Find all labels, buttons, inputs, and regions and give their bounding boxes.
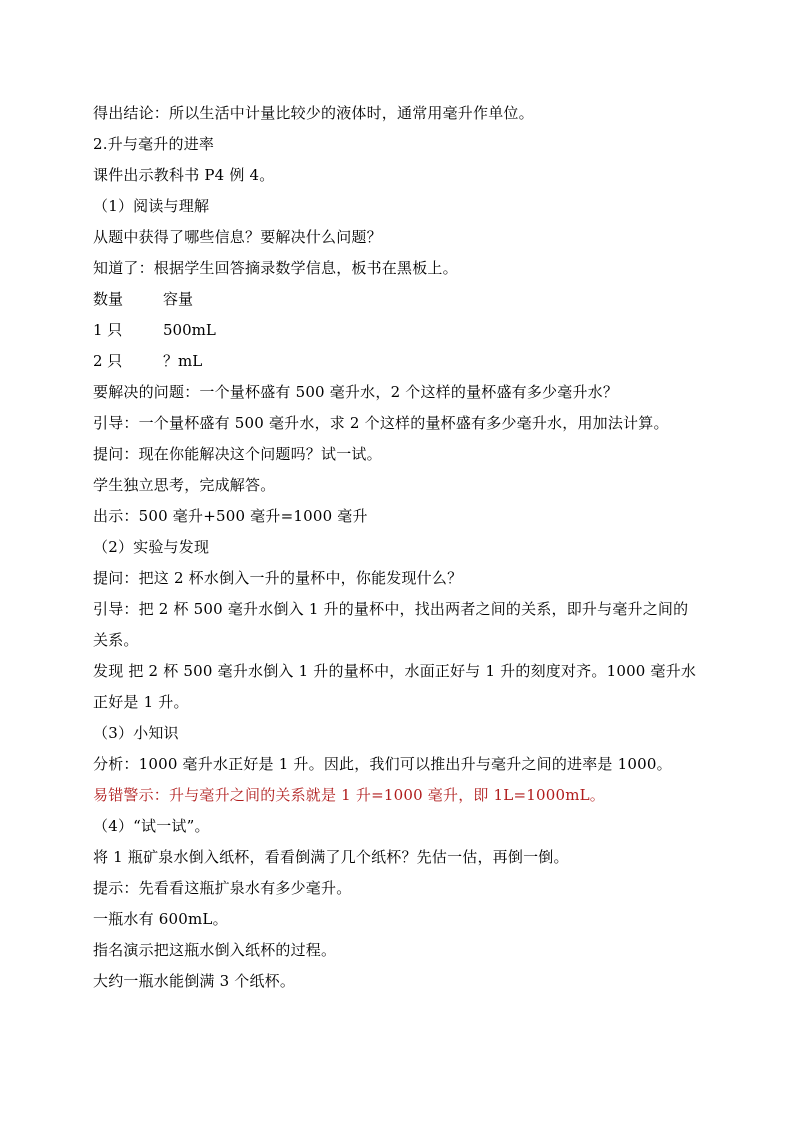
prompt-line-2: 提问：把这 2 杯水倒入一升的量杯中，你能发现什么？ — [93, 569, 463, 587]
problem-line: 要解决的问题：一个量杯盛有 500 毫升水，2 个这样的量杯盛有多少毫升水？ — [93, 383, 619, 401]
section-heading: 2.升与毫升的进率 — [93, 135, 215, 153]
show-line: 出示：500 毫升+500 毫升=1000 毫升 — [93, 507, 368, 525]
courseware-line: 课件出示教科书 P4 例 4。 — [93, 166, 275, 184]
subsection-heading-2: （2）实验与发现 — [93, 538, 210, 556]
subsection-heading-3: （3）小知识 — [93, 724, 179, 742]
warning-line: 易错警示：升与毫升之间的关系就是 1 升=1000 毫升，即 1L=1000mL。 — [93, 786, 605, 804]
demo-line: 指名演示把这瓶水倒入纸杯的过程。 — [93, 941, 337, 959]
guide-line-2a: 引导：把 2 杯 500 毫升水倒入 1 升的量杯中，找出两者之间的关系，即升与毫升之间的 — [93, 600, 689, 618]
subsection-heading-1: （1）阅读与理解 — [93, 197, 210, 215]
table-cell: 500mL — [163, 321, 216, 339]
known-line: 知道了：根据学生回答摘录数学信息，板书在黑板上。 — [93, 259, 458, 277]
table-header-capacity: 容量 — [163, 290, 194, 308]
question-line: 从题中获得了哪些信息？要解决什么问题？ — [93, 228, 382, 246]
table-row — [93, 346, 713, 377]
discovery-line-a: 发现 把 2 杯 500 毫升水倒入 1 升的量杯中，水面正好与 1 升的刻度对齐。1000 毫升水 — [93, 662, 697, 680]
bottle-line: 一瓶水有 600mL。 — [93, 910, 228, 928]
analysis-line: 分析：1000 毫升水正好是 1 升。因此，我们可以推出升与毫升之间的进率是 1000。 — [93, 755, 672, 773]
document-body — [93, 98, 713, 997]
student-line: 学生独立思考，完成解答。 — [93, 476, 276, 494]
discovery-line-b: 正好是 1 升。 — [93, 693, 189, 711]
table-header-row — [93, 284, 713, 315]
subsection-heading-4: （4）“试一试”。 — [93, 817, 210, 835]
table-row — [93, 315, 713, 346]
table-cell: ？mL — [163, 352, 203, 370]
result-line: 大约一瓶水能倒满 3 个纸杯。 — [93, 972, 296, 990]
table-cell: 2 只 — [93, 352, 123, 370]
conclusion-line: 得出结论：所以生活中计量比较少的液体时，通常用毫升作单位。 — [93, 104, 534, 122]
hint-line: 提示：先看看这瓶扩泉水有多少毫升。 — [93, 879, 352, 897]
activity-line: 将 1 瓶矿泉水倒入纸杯，看看倒满了几个纸杯？先估一估，再倒一倒。 — [93, 848, 569, 866]
table-cell: 1 只 — [93, 321, 123, 339]
table-header-quantity: 数量 — [93, 290, 124, 308]
guide-line-2b: 关系。 — [93, 631, 139, 649]
prompt-line-1: 提问：现在你能解决这个问题吗？试一试。 — [93, 445, 382, 463]
guide-line-1: 引导：一个量杯盛有 500 毫升水，求 2 个这样的量杯盛有多少毫升水，用加法计算。 — [93, 414, 669, 432]
